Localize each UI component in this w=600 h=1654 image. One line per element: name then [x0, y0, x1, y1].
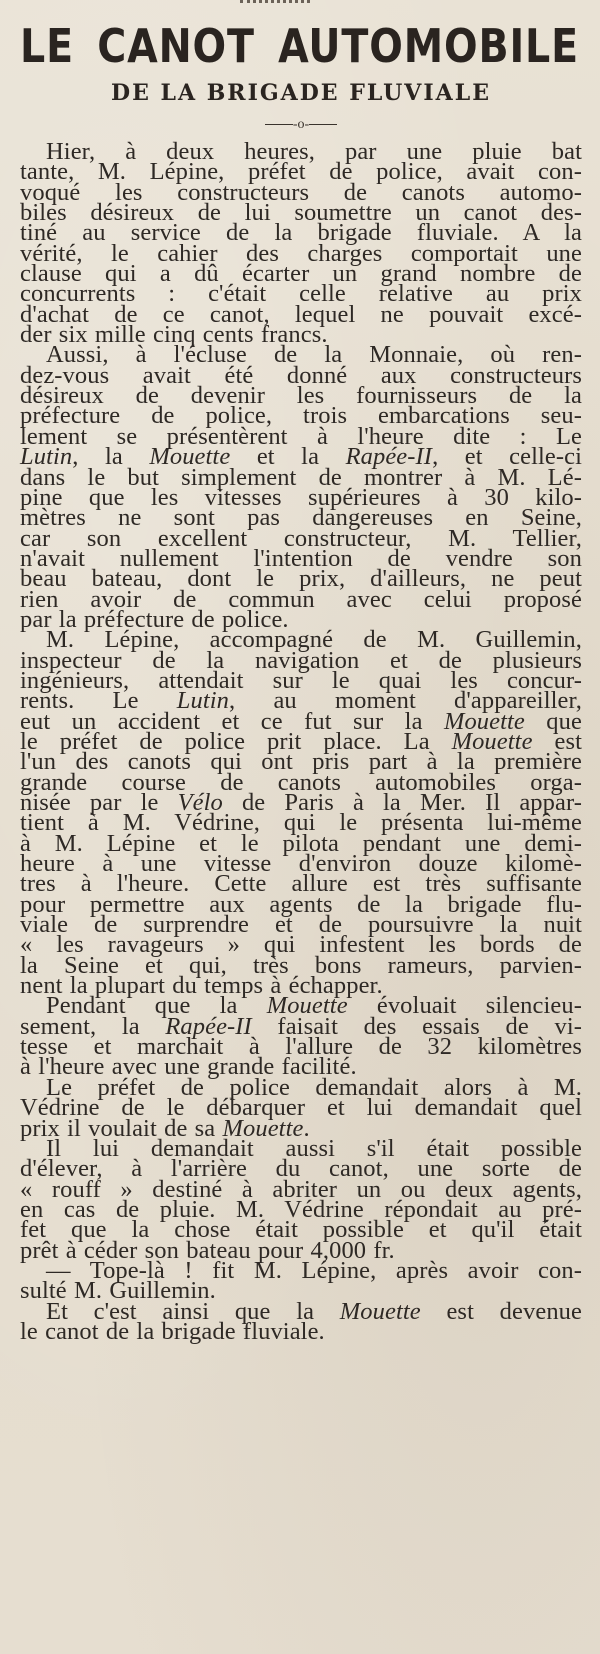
headline-word: AUTOMOBILE [278, 19, 579, 73]
article-paragraph [20, 626, 582, 1000]
text-line: rents. Le Lutin, au moment d'appareiller, [20, 687, 582, 715]
text-line: inspecteur de la navigation et de plusieurs [20, 646, 582, 674]
headline-word: LE [20, 19, 74, 73]
text-line: — Tope-là ! fit M. Lépine, après avoir con- [46, 1256, 582, 1284]
headline [20, 0, 579, 78]
text-line: désireux de devenir les fournisseurs de la [20, 382, 582, 410]
text-line: ingénieurs, attendait sur le quai les concur- [20, 666, 582, 694]
text-line: pour permettre aux agents de la brigade flu- [20, 890, 582, 918]
article-paragraph [20, 1256, 582, 1305]
text-line: eut un accident et ce fut sur la Mouette que [20, 707, 582, 735]
text-line: beau bateau, dont le prix, d'ailleurs, ne peut [20, 565, 582, 593]
text-line: l'un des canots qui ont pris part à la première [20, 748, 582, 776]
subheadline: DE LA BRIGADE FLUVIALE [111, 80, 491, 106]
article-paragraph [20, 1073, 582, 1142]
text-line: Et c'est ainsi que la Mouette est devenue [46, 1297, 582, 1325]
text-line: voqué les constructeurs de canots automo- [20, 178, 582, 206]
text-line: tres à l'heure. Cette allure est très suffisante [20, 870, 582, 898]
text-line: la Seine et qui, très bons rameurs, parvien- [20, 951, 582, 979]
text-line: heure à une vitesse d'environ douze kilomè- [20, 850, 582, 878]
text-line: le préfet de police prit place. La Mouette est [20, 727, 582, 755]
text-line: « rouff » destiné à abriter un ou deux agents, [20, 1175, 582, 1203]
text-line: clause qui a dû écarter un grand nombre de [20, 260, 582, 288]
text-line: Lutin, la Mouette et la Rapée-II, et celle-ci [20, 443, 583, 471]
text-line: der six mille cinq cents francs. [20, 321, 328, 349]
text-line: à l'heure avec une grande facilité. [20, 1053, 357, 1081]
text-line: biles désireux de lui soumettre un canot des- [20, 199, 582, 227]
text-line: nisée par le Vélo de Paris à la Mer. Il appar- [20, 789, 582, 816]
text-line: à M. Lépine et le pilota pendant une demi- [20, 829, 582, 857]
article-paragraph [20, 341, 583, 633]
text-line: par la préfecture de police. [20, 605, 289, 633]
text-line: Pendant que la Mouette évoluait silencieu- [46, 992, 582, 1020]
text-line: Il lui demandait aussi s'il était possible [46, 1134, 582, 1162]
text-line: grande course de canots automobiles orga- [20, 768, 582, 796]
ornament-line-right [309, 124, 337, 125]
text-line: tiné au service de la brigade fluviale. A la [20, 219, 582, 247]
text-line: dans le but simplement de montrer à M. Lé- [20, 463, 582, 491]
text-line: sulté M. Guillemin. [20, 1277, 216, 1305]
text-line: tient à M. Védrine, qui le présenta lui-même [20, 809, 582, 837]
text-line: Aussi, à l'écluse de la Monnaie, où ren- [46, 341, 582, 369]
text-line: fet que la chose était possible et qu'il était [20, 1216, 582, 1244]
text-line: n'avait nullement l'intention de vendre son [20, 544, 582, 572]
text-line: prix il voulait de sa Mouette. [20, 1114, 310, 1142]
text-line: d'achat de ce canot, lequel ne pouvait excé- [20, 300, 582, 328]
text-line: en cas de pluie. M. Védrine répondait au pré- [20, 1195, 582, 1223]
text-line: vérité, le cahier des charges comportait une [20, 239, 582, 267]
text-line: Hier, à deux heures, par une pluie bat [46, 138, 582, 165]
ornament-line-left [265, 124, 293, 125]
text-line: d'élever, à l'arrière du canot, une sorte de [20, 1155, 582, 1183]
article-paragraph [20, 1297, 582, 1345]
text-line: préfecture de police, trois embarcations seu- [20, 402, 582, 430]
headline-word: CANOT [97, 19, 255, 73]
text-line: dez-vous avait été donné aux constructeurs [20, 361, 582, 389]
article-paragraph [20, 138, 582, 349]
text-line: M. Lépine, accompagné de M. Guillemin, [46, 626, 582, 654]
text-line: nent la plupart du temps à échapper. [20, 972, 383, 1000]
ornament-center: -o- [292, 117, 310, 132]
text-line: car son excellent constructeur, M. Tellier, [20, 524, 582, 552]
text-line: le canot de la brigade fluviale. [20, 1317, 325, 1345]
text-line: tante, M. Lépine, préfet de police, avait con- [20, 158, 582, 186]
text-line: rien avoir de commun avec celui proposé [20, 585, 582, 613]
text-line: prêt à céder son bateau pour 4,000 fr. [20, 1236, 395, 1264]
text-line: Le préfet de police demandait alors à M. [46, 1073, 582, 1101]
article-paragraph [20, 992, 582, 1081]
text-line: mètres ne sont pas dangereuses en Seine, [20, 504, 582, 532]
ornament-divider [20, 108, 582, 142]
text-line: sement, la Rapée-II faisait des essais de vi- [20, 1012, 582, 1040]
article-body [20, 138, 583, 1345]
article-paragraph [20, 1134, 582, 1264]
text-line: « les ravageurs » qui infestent les bords de [20, 931, 582, 959]
text-line: lement se présentèrent à l'heure dite : Le [20, 422, 582, 450]
text-line: tesse et marchait à l'allure de 32 kilomètres [20, 1033, 582, 1061]
text-line: Védrine de le débarquer et lui demandait quel [20, 1094, 582, 1122]
text-line: pine que les vitesses supérieures à 30 kilo- [20, 483, 582, 511]
text-line: viale de surprendre et de poursuivre la nuit [20, 911, 582, 939]
text-line: concurrents : c'était celle relative au prix [20, 280, 582, 308]
